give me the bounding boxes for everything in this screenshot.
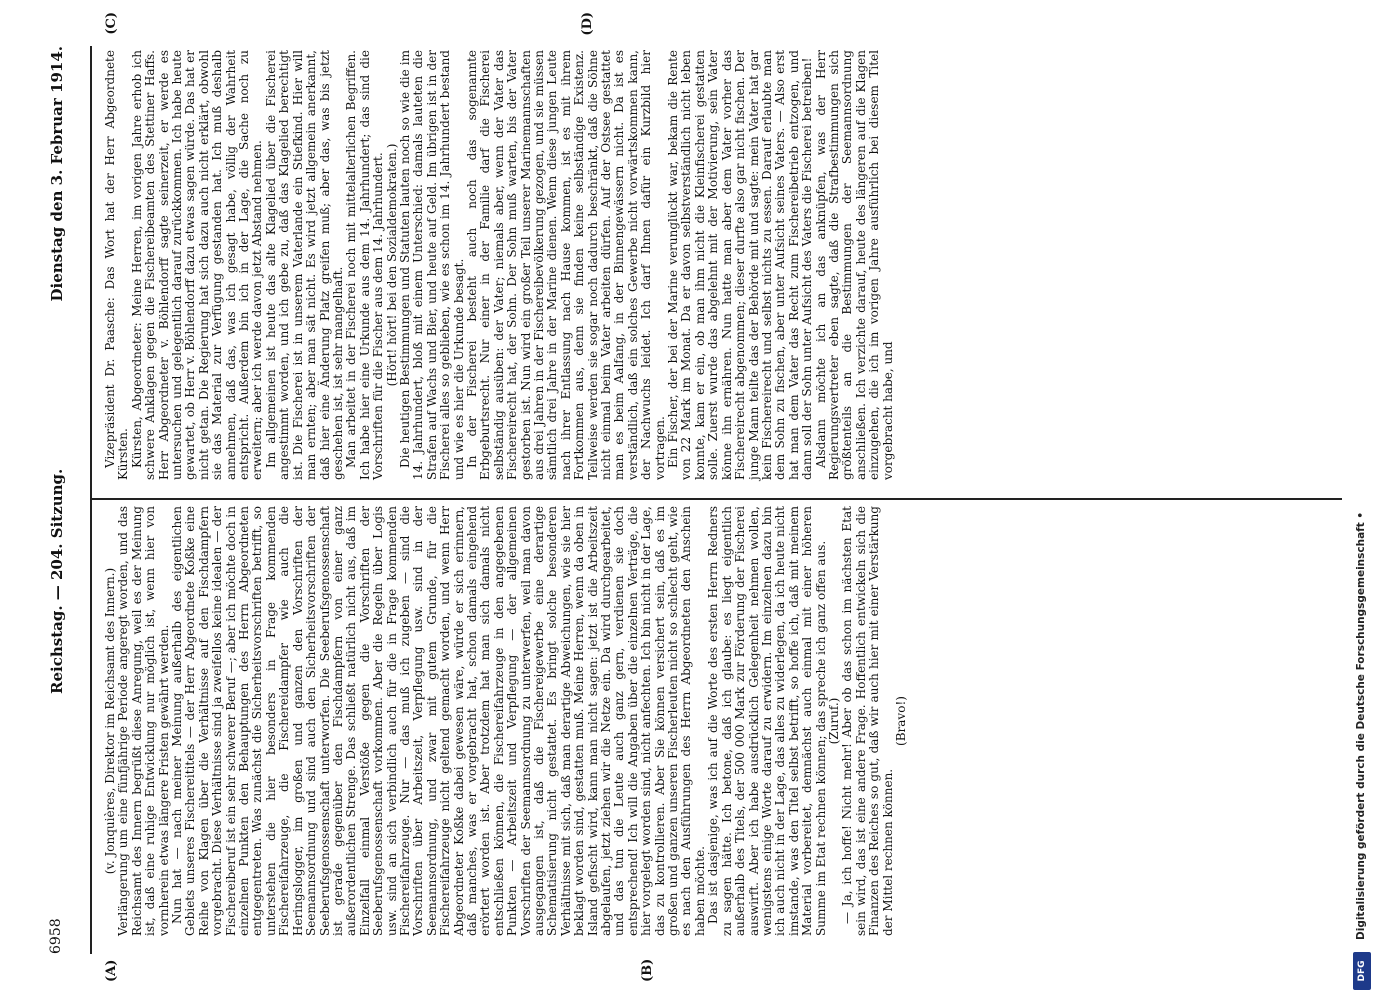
paragraph: Im allgemeinen ist heute das alte Klagelied über die Fischerei angestimmt worden, und ich gebe zu, daß das Klagelied berechtigt ist. Die Fischerei ist in unserem Vaterlande ein Stiefkind. Hier will man ernten; aber man sät nicht. Es wird jetzt allgemein anerkannt, daß hier eine Änderung Platz greifen muß; aber das, was bis jetzt geschehen ist, ist sehr mangelhaft. (263, 50, 345, 480)
paragraph: Ein Fischer, der bei der Marine verunglückt war, bekam die Rente von 22 Mark im Monat. Da er davon selbstverständlich nicht leben konnte, kam er ein, ob man ihm nicht die Kleinfischerei gestatten solle. Zuerst wurde das abgelehnt mit der Motivierung, sein Vater könne ihn ernähren. Nun hatte man aber dem Vater vorher das Fischereirecht abgenommen; dieser durfte also gar nicht fischen. Der junge Mann teilte das der Behörde mit und sagte: mein Vater hat gar kein Fischereirecht und selbst nichts zu essen. Darauf erlaubte man dem Sohn zu fischen, aber unter Aufsicht seines Vaters. — Also erst hat man dem Vater das Recht zum Fischereibetrieb entzogen, und dann soll der Sohn unter Aufsicht des Vaters die Fischerei betreiben! (666, 50, 815, 480)
margin-mark-c: (C) (104, 12, 119, 35)
interjection: (Zuruf.) (826, 697, 841, 745)
interjection: (Hört! hört! bei den Sozialdemokraten.) (384, 143, 399, 387)
margin-mark-d: (D) (580, 12, 595, 36)
margin-mark-b: (B) (640, 958, 655, 982)
paragraph: Alsdann möchte ich an das anknüpfen, was der Herr Regierungsvertreter eben sagte, daß die Strafbestimmungen sich größtenteils an die Bestimmungen der Seemannsordnung anschließen. Ich verzichte darauf, heute des längeren auf die Klagen einzugehen, die ich im vorigen Jahre ausführlich bei diesem Titel vorgebracht habe, und (813, 50, 895, 480)
margin-mark-a: (A) (104, 959, 119, 982)
session-date: Dienstag den 3. Februar 1914. (48, 46, 66, 302)
paragraph: Die heutigen Bestimmungen und Statuten lauten noch so wie die im 14. Jahrhundert, bloß mit einem Unterschied: damals lauteten die Strafen auf Wachs und Bier, und heute auf Geld. Im übrigen ist in der Fischerei alles so geblieben, wie es schon im 14. Jahrhundert bestand und wie es hier die Urkunde besagt. (397, 50, 466, 480)
paragraph: Nun hat — nach meiner Meinung außerhalb des eigentlichen Gebiets unseres Fischereititels — der Herr Abgeordnete Koßke eine Reihe von Klagen über die Verhältnisse auf den Fischdampfern vorgebracht. Diese Verhältnisse sind ja zweifellos keine idealen — der Fischereiberuf ist ein sehr schwerer Beruf —; aber ich möchte doch in einzelnen Punkten den Behauptungen des Herrn Abgeordneten entgegentreten. Was zunächst die Sicherheitsvorschriften betrifft, so unterstehen die hier besonders in Frage kommenden Fischereifahrzeuge, die Fischereidampfer wie auch die Heringslogger, im großen und ganzen den Vorschriften der Seemannsordnung und sind auch den Sicherheitsvorschriften der Seeberufsgenossenschaft unterworfen. Die Seeberufsgenossenschaft ist gerade gegenüber den Fischdampfern von einer ganz außerordentlichen Strenge. Das schließt natürlich nicht aus, daß im Einzelfall einmal Verstöße gegen die Vorschriften der Seeberufsgenossenschaft vorkommen. Aber die Regeln über Logis usw. sind an sich verbindlich auch für die in Frage kommenden Fischereifahrzeuge. Nur — das muß ich zugeben — sind die Vorschriften über Arbeitszeit, Verpflegung usw. sind in der Seemannsordnung, und zwar mit gutem Grunde, für die Fischereifahrzeuge nicht geltend gemacht worden, und wenn Herr Abgeordneter Koßke dabei gewesen wäre, würde er sich erinnern, daß manches, was er vorgebracht hat, schon damals eingehend erörtert worden ist. Aber trotzdem hat man sich damals nicht entschließen können, die Fischereifahrzeuge in den angegebenen Punkten — Arbeitszeit und Verpflegung — der allgemeinen Vorschriften der Seemannsordnung zu unterwerfen, weil man davon ausgegangen ist, daß die Fischereigewerbe eine derartige Schematisierung nicht gestattet. Es bringt solche besonderen Verhältnisse mit sich, daß man derartige Abweichungen, wie sie hier beklagt worden sind, gestatten muß. Meine Herren, wenn da oben in Island gefischt wird, kann man nicht sagen: jetzt ist die Arbeitszeit abgelaufen, jetzt ziehen wir die Netze ein. Da wird durchgearbeitet, und das tun die Leute auch ganz gern, verdienen sie doch entsprechend! Ich will die Angaben über die einzelnen Verträge, die hier vorgelegt worden sind, nicht anfechten. Ich bin nicht in der Lage, das zu kontrollieren. Aber Sie können versichert sein, daß es im großen und ganzen unseren Fischerleuten nicht so schlecht geht, wie es nach den Ausführungen des Herrn Abgeordneten den Anschein haben möchte. (170, 506, 707, 936)
header-rule (90, 46, 92, 954)
speaker-note: (v. Jonquières, Direktor im Reichsamt des Innern.) (103, 567, 117, 875)
session-title: Reichstag. — 204. Sitzung. (48, 468, 66, 694)
interjection: (Bravo!) (893, 696, 908, 746)
paragraph: Man arbeitet in der Fischerei noch mit mittelalterlichen Begriffen. Ich habe hier eine Urkunde aus dem 14. Jahrhundert; das sind die Vorschriften für die Fischer aus dem 14. Jahrhundert. (344, 50, 386, 480)
page-header (36, 46, 76, 954)
paragraph: — Ja, ich hoffe! Nicht mehr! Aber ob das schon im nächsten Etat sein wird, das ist eine andere Frage. Hoffentlich entwickeln sich die Finanzen des Reiches so gut, daß wir auch hier mit einer Verstärkung der Mittel rechnen können. (840, 506, 895, 936)
paragraph: Das ist dasjenige, was ich auf die Worte des ersten Herrn Redners zu sagen hätte. Ich betone, daß ich glaube: es liegt eigentlich außerhalb des Titels, der 500 000 Mark zur Förderung der Fischerei auswirft. Aber ich habe ausdrücklich Gelegenheit nehmen wollen, wenigstens einige Worte darauf zu erwidern. Im einzelnen dazu bin ich auch nicht in der Lage, das alles zu widerlegen, da ich heute nicht imstande, was den Titel selbst betrifft, so hoffe ich, daß mit meinem Material vorbereitet, demnächst auch einmal mit einer höheren Summe im Etat rechnen können; das spreche ich ganz offen aus. (706, 506, 828, 936)
page-number: 6958 (48, 918, 64, 954)
digitization-credit: Digitalisierung gefördert durch die Deutsche Forschungsgemeinschaft • (1355, 511, 1367, 940)
dfg-logo: DFG (1353, 952, 1371, 990)
paragraph: Vizepräsident Dr. Paasche: Das Wort hat der Herr Abgeordnete Kürsten. (103, 50, 131, 480)
left-column (104, 506, 908, 936)
paragraph: Verlängerung um eine fünfjährige Periode angeregt worden, und das Reichsamt des Innern begrüßt diese Anregung, weil es der Meinung ist, daß eine ruhige Entwicklung nur möglich ist, wenn hier von vornherein etwas längere Fristen gewährt werden. (116, 506, 171, 936)
column-divider (92, 498, 1342, 500)
paragraph: Kürsten, Abgeordneter: Meine Herren, im vorigen Jahre erhob ich schwere Anklagen gegen die Fischereibeamten des Stettiner Haffs. Herr Abgeordneter v. Böhlendorff sagte seinerzeit, er werde es untersuchen und gelegentlich darauf zurückkommen. Ich habe heute gewartet, ob Herr v. Böhlendorff dazu etwas sagen würde. Das hat er nicht getan. Die Regierung hat sich dazu auch nicht erklärt, obwohl sie das Material zur Verfügung gestanden hat. Ich muß deshalb annehmen, daß das, was ich gesagt habe, völlig der Wahrheit entspricht. Außerdem bin ich in der Lage, die Sache noch zu erweitern; aber ich werde davon jetzt Abstand nehmen. (129, 50, 265, 480)
paragraph: In der Fischerei besteht auch noch das sogenannte Erbgeburtsrecht. Nur einer in der Familie darf die Fischerei selbständig ausüben: der Vater; niemals aber, wenn der Vater das Fischereirecht hat, der Sohn. Der Sohn muß warten, bis der Vater gestorben ist. Nun wird ein großer Teil unserer Marinemannschaften aus drei Jahren in der Fischereibevölkerung gezogen, und sie müssen sämtlich drei Jahre in der Marine dienen. Wenn diese jungen Leute nach ihrer Entlassung nach Hause kommen, ist es mit ihrem Fortkommen aus, denn sie finden keine selbständige Existenz. Teilweise werden sie sogar noch dadurch beschränkt, daß die Söhne nicht einmal beim Vater arbeiten dürfen. Auf der Ostsee gestattet man es beim Aalfang, in der Binnengewässern nicht. Da ist es verständlich, daß ein solches Gewerbe nicht vorwärtskommen kann, der Nachwuchs leidet. Ich darf Ihnen dafür ein Kurzbild hier vortragen. (464, 50, 667, 480)
right-column (104, 50, 895, 480)
